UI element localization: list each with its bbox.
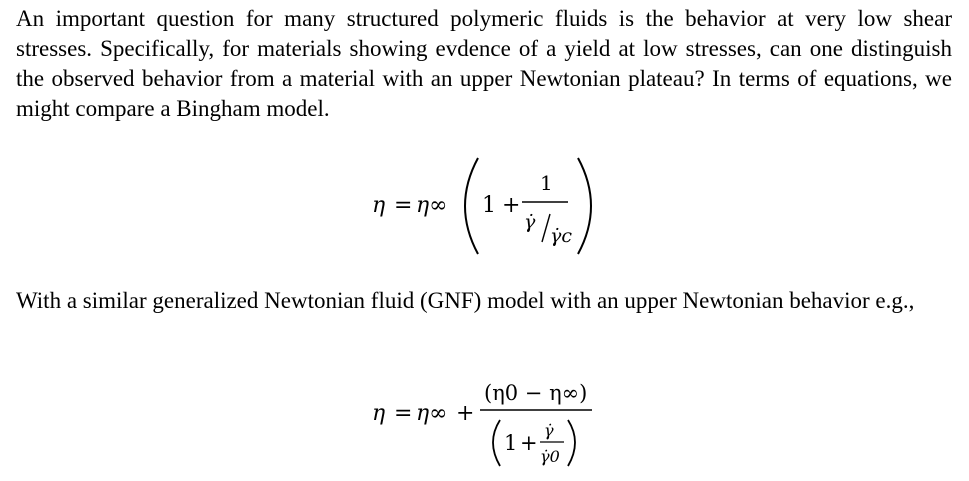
eq1-left-paren: [465, 158, 478, 254]
eq2-equals: =: [394, 401, 413, 426]
eq1-gamma-dot-c: γ̇c: [550, 225, 572, 247]
eq2-den-right-paren: [568, 420, 575, 466]
gnf-equation: [360, 370, 610, 481]
eq2-eta-inf: η∞: [416, 401, 448, 426]
eq1-numerator: 1: [540, 171, 553, 195]
eq1-right-paren: [578, 158, 591, 254]
gnf-equation-svg: [360, 370, 610, 475]
eq2-eta: η: [372, 401, 386, 426]
eq2-one: 1: [504, 431, 518, 455]
eq1-gamma-dot: γ̇: [524, 211, 536, 233]
eq2-numerator: (η0 − η∞): [484, 381, 588, 405]
eq2-den-left-paren: [493, 420, 500, 466]
eq1-eta: η: [372, 193, 386, 218]
paragraph-gnf: With a similar generalized Newtonian fluid (GNF) model with an upper Newtonian behavior e.g.,: [16, 288, 915, 313]
eq1-slash: [542, 214, 550, 242]
eq1-eta-inf: η∞: [416, 193, 448, 218]
eq2-plus-inner: +: [520, 431, 538, 455]
paragraph-intro: An important question for many structured polymeric fluids is the behavior at very low shear stresses. Specifically, for materials showing evdence of a yield at low stresses, can one distinguish the observed behavior from a material with an upper Newtonian plateau? In terms of equations, we might compare a Bingham model.: [16, 6, 952, 121]
eq1-plus: +: [502, 193, 521, 218]
bingham-equation-svg: [360, 150, 610, 260]
eq2-gamma-dot: γ̇: [544, 421, 554, 440]
bingham-equation: [360, 150, 610, 266]
eq1-equals: =: [394, 193, 413, 218]
eq1-one: 1: [482, 193, 496, 218]
eq2-plus: +: [456, 401, 475, 426]
eq2-gamma-dot-0: γ̇0: [540, 447, 560, 466]
